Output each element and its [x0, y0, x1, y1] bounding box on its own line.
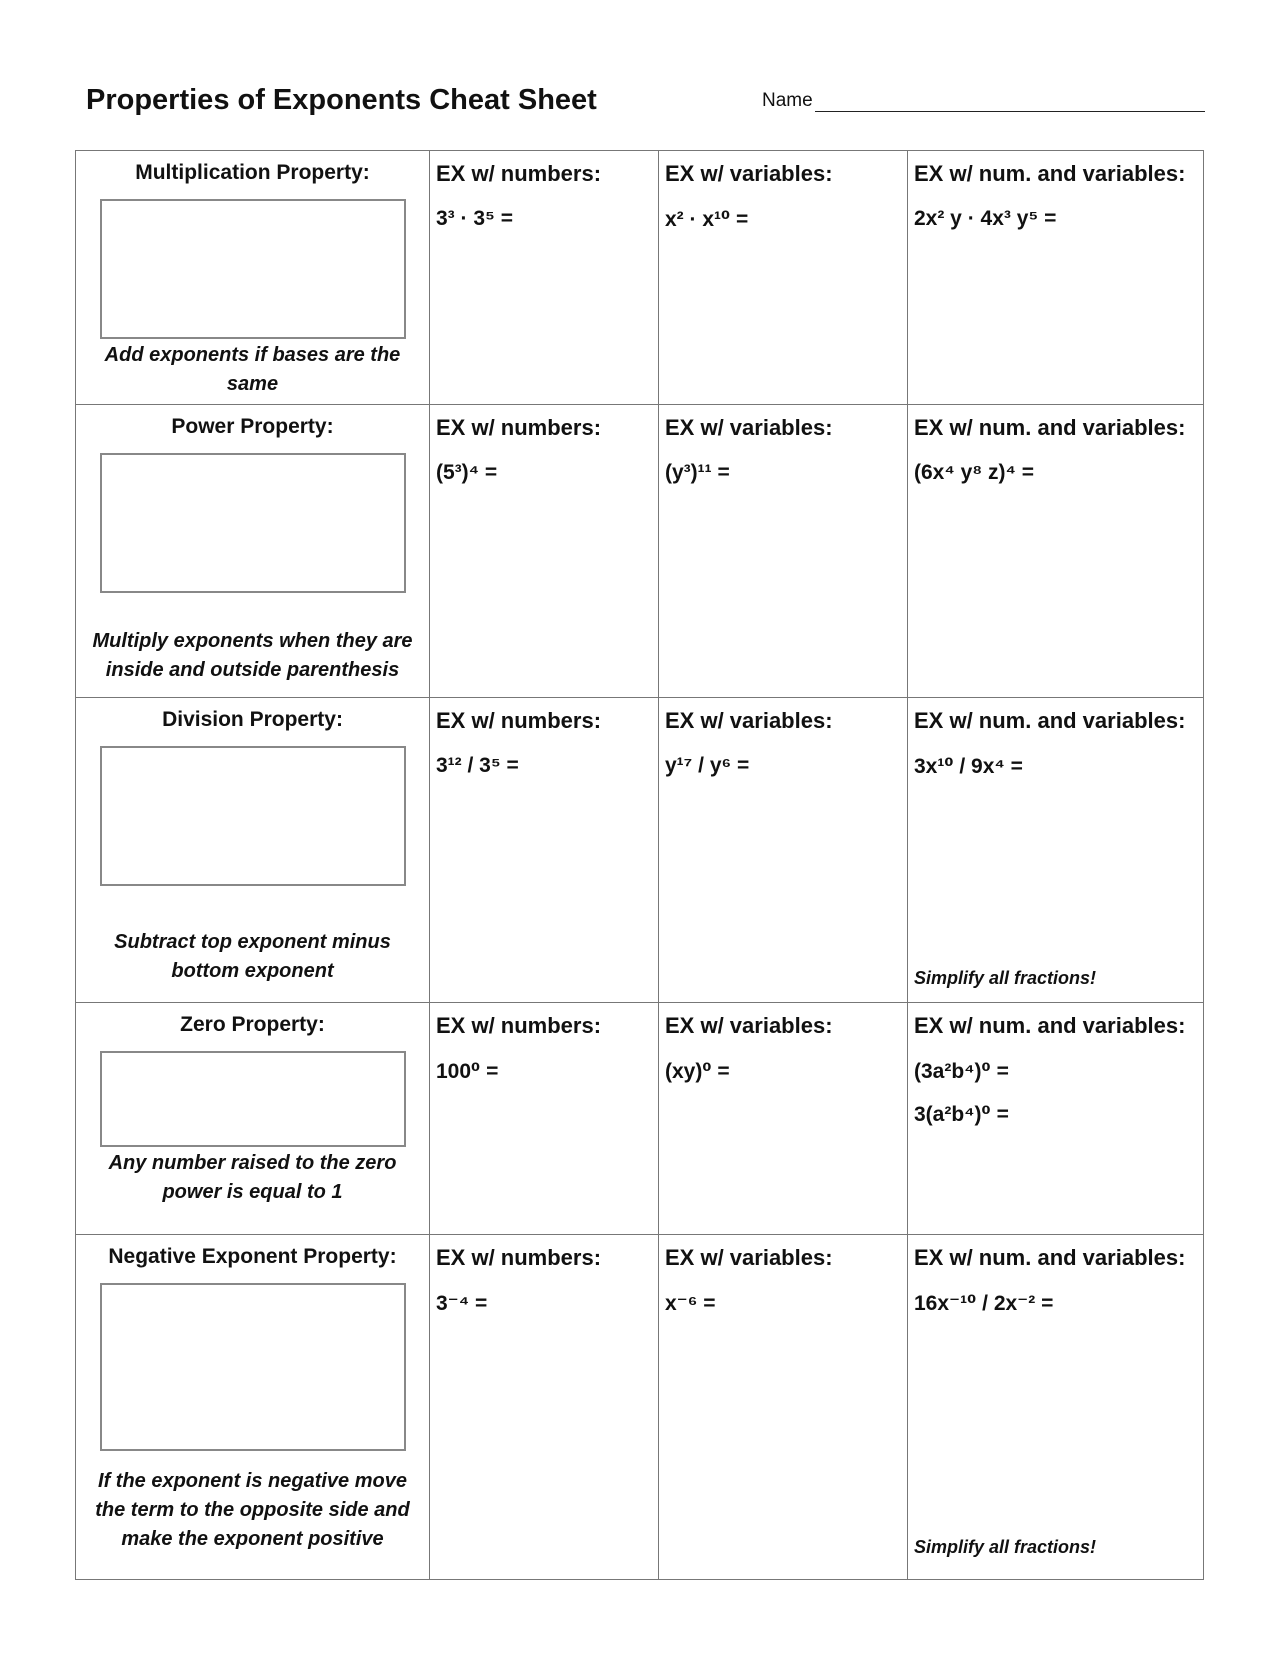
row-multiplication: [76, 151, 1204, 405]
division-numbers-cell[interactable]: [430, 698, 659, 1003]
row-zero: [76, 1003, 1204, 1235]
negative-property-cell: [76, 1235, 430, 1580]
negative-variables-cell[interactable]: [659, 1235, 908, 1580]
header-variables: EX w/ variables:: [665, 1013, 833, 1038]
header-numbers: EX w/ numbers:: [436, 415, 602, 440]
header-both: EX w/ num. and variables:: [914, 415, 1186, 440]
neg-numbers-example: 3⁻⁴ =: [436, 1292, 488, 1315]
multiplication-property-cell: [76, 151, 430, 405]
header-numbers: EX w/ numbers:: [436, 1245, 602, 1270]
zero-numbers-cell[interactable]: [430, 1003, 659, 1235]
name-line[interactable]: [815, 93, 1205, 112]
zero-numbers-example: 100⁰ =: [436, 1060, 499, 1083]
row-power: [76, 405, 1204, 698]
page-title: Properties of Exponents Cheat Sheet: [86, 84, 597, 116]
multiplication-both-cell[interactable]: [908, 151, 1204, 405]
name-label: Name: [762, 90, 813, 111]
negative-both-cell[interactable]: [908, 1235, 1204, 1580]
header-numbers: EX w/ numbers:: [436, 708, 602, 733]
division-description: Subtract top exponent minus bottom exponent: [114, 931, 391, 982]
multiplication-title: Multiplication Property:: [135, 161, 370, 184]
power-numbers-example: (5³)⁴ =: [436, 461, 498, 484]
zero-both-example-1: (3a²b⁴)⁰ =: [914, 1060, 1009, 1083]
header-variables: EX w/ variables:: [665, 1245, 833, 1270]
power-answer-box[interactable]: [100, 453, 406, 593]
row-division: [76, 698, 1204, 1003]
neg-both-example: 16x⁻¹⁰ / 2x⁻² =: [914, 1292, 1054, 1315]
power-description: Multiply exponents when they are inside and outside parenthesis: [92, 630, 413, 681]
zero-variables-example: (xy)⁰ =: [665, 1060, 730, 1083]
zero-property-cell: [76, 1003, 430, 1235]
zero-title: Zero Property:: [180, 1013, 325, 1036]
division-property-cell: [76, 698, 430, 1003]
zero-both-example-2: 3(a²b⁴)⁰ =: [914, 1103, 1009, 1126]
negative-title: Negative Exponent Property:: [108, 1245, 397, 1268]
negative-description: If the exponent is negative move the term to the opposite side and make the exponent positive: [95, 1470, 410, 1550]
power-variables-example: (y³)¹¹ =: [665, 461, 730, 484]
header-numbers: EX w/ numbers:: [436, 1013, 602, 1038]
division-answer-box[interactable]: [100, 746, 406, 886]
zero-variables-cell[interactable]: [659, 1003, 908, 1235]
power-property-cell: [76, 405, 430, 698]
negative-numbers-cell[interactable]: [430, 1235, 659, 1580]
header-variables: EX w/ variables:: [665, 415, 833, 440]
division-title: Division Property:: [162, 708, 343, 731]
neg-variables-example: x⁻⁶ =: [665, 1292, 716, 1315]
division-both-cell[interactable]: [908, 698, 1204, 1003]
header-both: EX w/ num. and variables:: [914, 1245, 1186, 1270]
zero-description: Any number raised to the zero power is equal to 1: [108, 1152, 397, 1203]
header-variables: EX w/ variables:: [665, 708, 833, 733]
zero-both-cell[interactable]: [908, 1003, 1204, 1235]
power-variables-cell[interactable]: [659, 405, 908, 698]
div-numbers-example: 3¹² / 3⁵ =: [436, 754, 519, 777]
negative-note: Simplify all fractions!: [914, 1537, 1097, 1557]
row-negative: [76, 1235, 1204, 1580]
properties-table: [75, 150, 1204, 1580]
mult-variables-example: x² · x¹⁰ =: [665, 208, 749, 231]
multiplication-answer-box[interactable]: [100, 199, 406, 339]
power-numbers-cell[interactable]: [430, 405, 659, 698]
power-title: Power Property:: [171, 415, 334, 438]
zero-answer-box[interactable]: [100, 1051, 406, 1147]
mult-numbers-example: 3³ · 3⁵ =: [436, 207, 513, 230]
negative-answer-box[interactable]: [100, 1283, 406, 1451]
mult-both-example: 2x² y · 4x³ y⁵ =: [914, 207, 1057, 230]
header-numbers: EX w/ numbers:: [436, 161, 602, 186]
division-variables-cell[interactable]: [659, 698, 908, 1003]
division-note: Simplify all fractions!: [914, 968, 1097, 988]
multiplication-numbers-cell[interactable]: [430, 151, 659, 405]
power-both-cell[interactable]: [908, 405, 1204, 698]
multiplication-variables-cell[interactable]: [659, 151, 908, 405]
div-variables-example: y¹⁷ / y⁶ =: [665, 754, 750, 777]
header-variables: EX w/ variables:: [665, 161, 833, 186]
header-both: EX w/ num. and variables:: [914, 708, 1186, 733]
multiplication-description: Add exponents if bases are the same: [104, 344, 401, 395]
name-field[interactable]: [762, 90, 1205, 112]
div-both-example: 3x¹⁰ / 9x⁴ =: [914, 755, 1023, 778]
header-both: EX w/ num. and variables:: [914, 1013, 1186, 1038]
header-both: EX w/ num. and variables:: [914, 161, 1186, 186]
power-both-example: (6x⁴ y⁸ z)⁴ =: [914, 461, 1034, 484]
